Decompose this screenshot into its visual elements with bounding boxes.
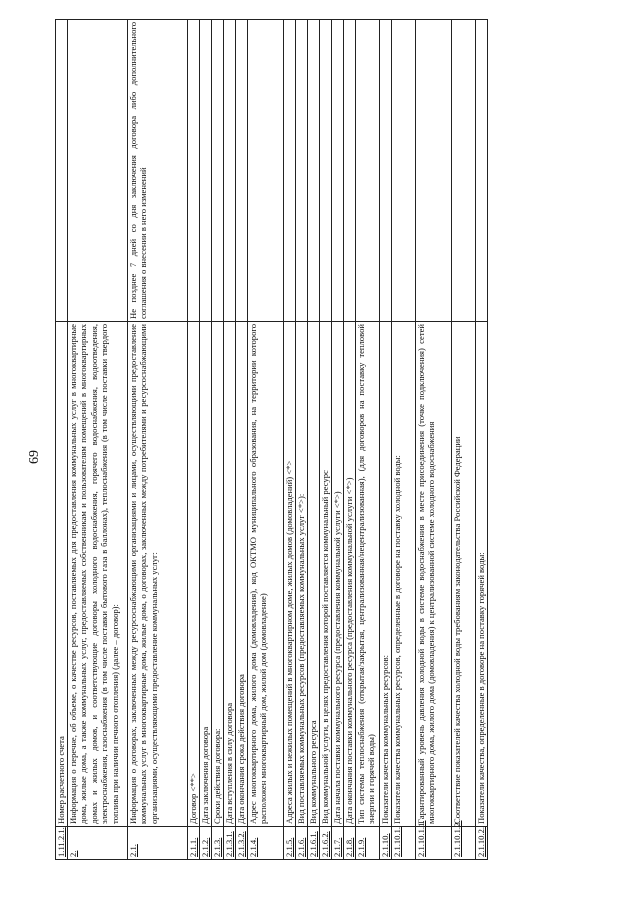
row-number: 2.1.5. [284, 827, 296, 860]
row-deadline [452, 20, 476, 322]
row-deadline [476, 20, 488, 322]
table-row [416, 20, 452, 860]
row-number: 2.1. [128, 827, 188, 860]
row-number: 2.1.3.1. [224, 827, 236, 860]
row-deadline [308, 20, 320, 322]
row-text: Гарантированный уровень давления холодной воды в системе водоснабжения в месте присоединения (точке подключения) сетей многоквартирного дома, жилого дома (домовладения) к централизованной системе холодного водоснабжения [416, 322, 452, 827]
row-text: Соответствие показателей качества холодной воды требованиям законодательства Российской Федерации [452, 322, 476, 827]
table-row [344, 20, 356, 860]
row-number: 2.1.10.1.1. [416, 827, 452, 860]
table-row [356, 20, 380, 860]
row-deadline [416, 20, 452, 322]
table-row [212, 20, 224, 860]
row-number: 2.1.1. [188, 827, 200, 860]
table-row [56, 20, 68, 860]
row-number: 2.1.10.1.2. [452, 827, 476, 860]
table-row [452, 20, 476, 860]
row-text: Договор <**> [188, 322, 200, 827]
table-row [308, 20, 320, 860]
row-deadline [344, 20, 356, 322]
row-number: 2.1.6.1. [308, 827, 320, 860]
row-number: 2.1.10.2. [476, 827, 488, 860]
row-number: 2.1.7. [332, 827, 344, 860]
row-deadline [212, 20, 224, 322]
row-deadline [224, 20, 236, 322]
table-row [296, 20, 308, 860]
table-row [236, 20, 248, 860]
row-text: Информация о перечне, об объеме, о качестве ресурсов, поставляемых для предоставления коммунальных услуг в многоквартирные дома, жилые дома, а также коммунальных услуг, предоставляемых собственникам и пользователям помещений в многоквартирных домах и жилых домов, и соответствующие договоры холодного водоснабжения, горячего водоснабжения, водоотведения, электроснабжения, газоснабжения (в том числе поставки бытового газа в баллонах), теплоснабжения (в том числе поставки твердого топлива при наличии печного отопления) (далее – договор): [68, 322, 128, 827]
row-number: 2.1.3.2. [236, 827, 248, 860]
table-row [284, 20, 296, 860]
table-row [68, 20, 128, 860]
row-text: Показатели качества, определенные в договоре на поставку горячей воды: [476, 322, 488, 827]
row-deadline [332, 20, 344, 322]
row-text: Дата заключения договора [200, 322, 212, 827]
row-deadline [392, 20, 416, 322]
table-row [128, 20, 188, 860]
row-text: Дата окончания срока действия договора [236, 322, 248, 827]
row-deadline [68, 20, 128, 322]
row-deadline [248, 20, 284, 322]
row-number: 2.1.4. [248, 827, 284, 860]
table-body [56, 20, 488, 860]
row-deadline: Не позднее 7 дней со дня заключения договора либо дополнительного соглашения о внесении в него изменений [128, 20, 188, 322]
row-number: 2.1.10. [380, 827, 392, 860]
row-text: Адреса жилых и нежилых помещений в многоквартирном доме, жилых домов (домовладений) <*> [284, 322, 296, 827]
row-text: Дата вступления в силу договора [224, 322, 236, 827]
row-number: 2.1.8. [344, 827, 356, 860]
row-deadline [356, 20, 380, 322]
row-text: Показатели качества коммунальных ресурсов, определенные в договоре на поставку холодной воды: [392, 322, 416, 827]
table-row [392, 20, 416, 860]
row-text: Номер расчетного счета [56, 322, 68, 827]
row-deadline [236, 20, 248, 322]
row-deadline [296, 20, 308, 322]
row-deadline [188, 20, 200, 322]
row-text: Информация о договорах, заключенных между ресурсоснабжающими организациями и лицами, осуществляющими предоставление коммунальных услуг в многоквартирные дома, жилые дома, о договорах, заключенных между потребителями и ресурсоснабжающими организациями, осуществляющими предоставление коммунальных услуг: [128, 322, 188, 827]
table-row [332, 20, 344, 860]
row-number: 2.1.6.2. [320, 827, 332, 860]
row-number: 2.1.3. [212, 827, 224, 860]
row-text: Дата начала поставки коммунального ресурса (предоставления коммунальной услуги <*>) [332, 322, 344, 827]
row-text: Дата окончания поставки коммунального ресурса (предоставления коммунальной услуги <*>) [344, 322, 356, 827]
table-row [320, 20, 332, 860]
row-text: Показатели качества коммунальных ресурсов: [380, 322, 392, 827]
page-number: 69 [27, 450, 42, 464]
row-text: Вид коммунальной услуги, в целях предоставления которой поставляется коммунальный ресурс [320, 322, 332, 827]
row-deadline [320, 20, 332, 322]
row-text: Адрес многоквартирного дома, жилого дома (домовладения), код ОКТМО муниципального образования, на территории которого расположен многоквартирный дом, жилой дом (домовладение) [248, 322, 284, 827]
row-number: 2.1.9. [356, 827, 380, 860]
row-deadline [200, 20, 212, 322]
table-row [200, 20, 212, 860]
row-number: 2.1.6. [296, 827, 308, 860]
table-row [224, 20, 236, 860]
row-number: 1.11.2.1. [56, 827, 68, 860]
row-deadline [284, 20, 296, 322]
row-number: 2. [68, 827, 128, 860]
row-number: 2.1.2. [200, 827, 212, 860]
table-row [248, 20, 284, 860]
row-text: Сроки действия договора: [212, 322, 224, 827]
row-deadline [380, 20, 392, 322]
table-row [476, 20, 488, 860]
table-row [380, 20, 392, 860]
row-deadline [56, 20, 68, 322]
row-text: Вид коммунального ресурса [308, 322, 320, 827]
row-text: Вид поставляемых коммунальных ресурсов (предоставляемых коммунальных услуг <*>): [296, 322, 308, 827]
row-number: 2.1.10.1. [392, 827, 416, 860]
disclosure-table [55, 19, 488, 860]
row-text: Тип системы теплоснабжения (открытая/закрытая, централизованная/нецентрализованная), (для договоров на поставку тепловой энергии и горячей воды) [356, 322, 380, 827]
table-row [188, 20, 200, 860]
